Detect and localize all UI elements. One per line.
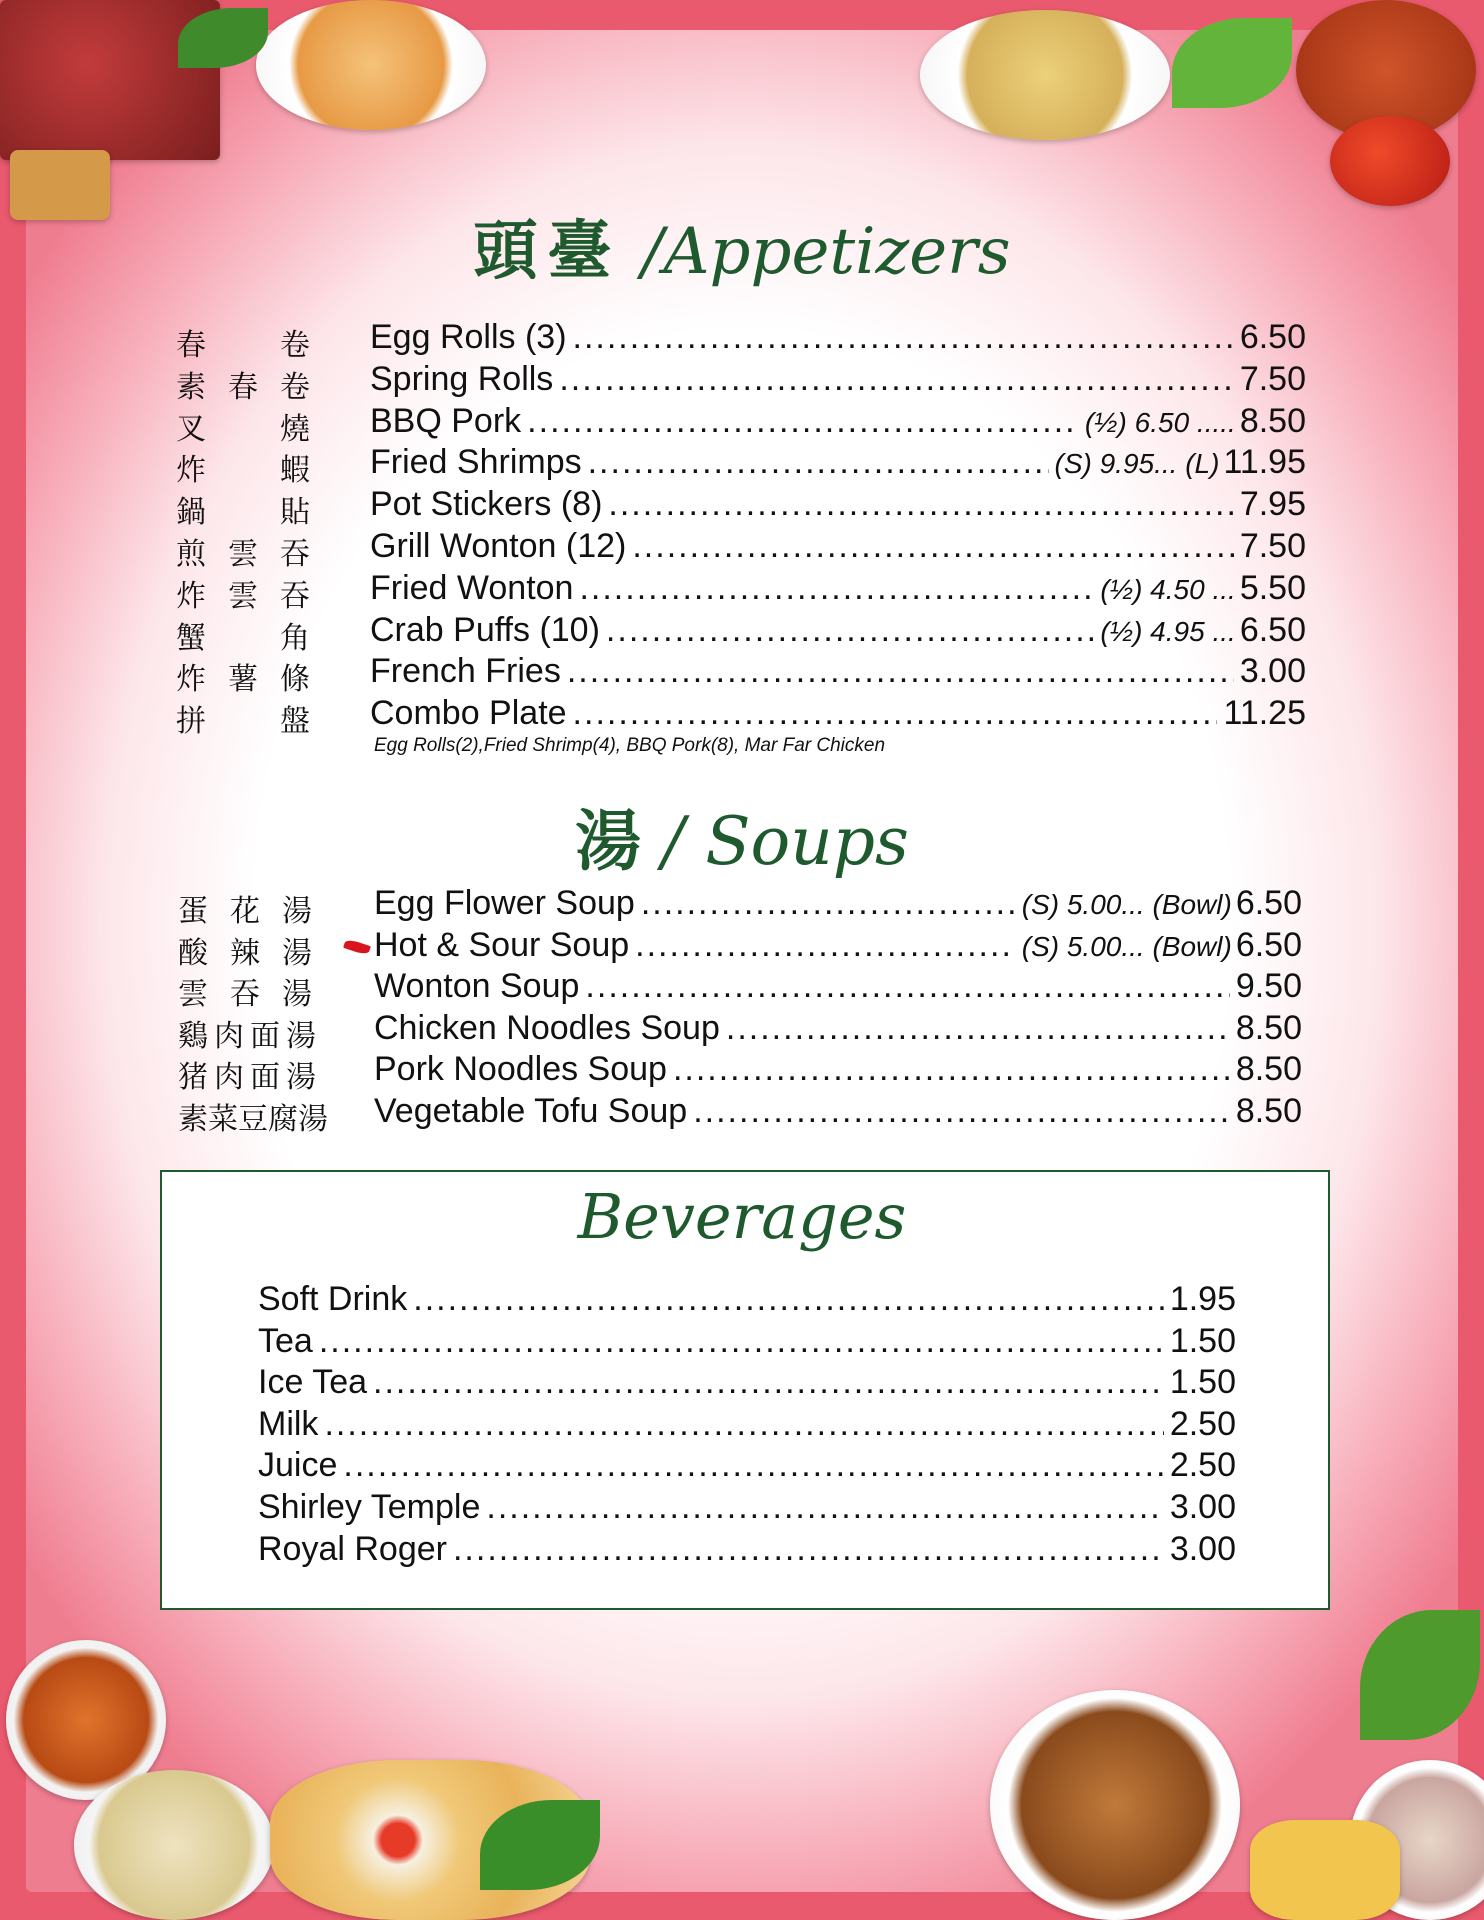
lo-mein-photo [1250,1820,1400,1920]
dot-leader [579,569,1094,608]
item-price: 1.50 [1169,1363,1236,1402]
item-price: 6.50 [1235,925,1302,964]
menu-item-row [370,694,1306,733]
dot-leader [673,1050,1230,1089]
menu-item-row [370,360,1306,399]
item-price: 3.00 [1169,1529,1236,1568]
item-name: Fried Shrimps [370,443,582,482]
item-chinese-name: 蛋花湯 [178,894,334,929]
item-price: 3.00 [1239,652,1306,691]
menu-item-row [374,1009,1302,1048]
item-size-options: (½) 6.50 ..... [1084,406,1236,438]
kung-pao-photo [990,1690,1240,1920]
item-price: 3.00 [1169,1488,1236,1526]
item-price: 7.50 [1239,359,1306,398]
dot-leader [343,1446,1163,1485]
item-price: 7.50 [1239,527,1306,565]
item-name: Wonton Soup [374,967,580,1006]
item-price: 1.95 [1169,1280,1236,1318]
item-name: Vegetable Tofu Soup [374,1092,688,1130]
item-name: BBQ Pork [370,401,522,440]
item-price: 2.50 [1169,1404,1236,1443]
item-chinese-name: 叉 燒 [176,411,332,447]
appetizers-title-en: Appetizers [663,215,1011,289]
item-chinese-name: 素菜豆腐湯 [178,1102,328,1137]
dot-leader [635,926,1016,965]
item-name: Pot Stickers (8) [370,485,603,524]
item-price: 2.50 [1169,1446,1236,1485]
item-name: Grill Wonton (12) [370,527,627,565]
appetizers-title-cn: 頭臺 [473,214,622,289]
menu-item-row [370,611,1306,650]
item-chinese-name: 春 卷 [176,328,332,363]
soups-title-cn: 湯 [575,802,642,880]
item-price: 8.50 [1235,1008,1302,1047]
menu-item-row [370,443,1306,482]
item-name: Combo Plate [370,694,567,733]
item-name: Royal Roger [258,1529,447,1568]
item-size-options: (½) 4.50 ... [1100,573,1236,605]
fried-rice-photo [74,1770,274,1920]
dot-leader [606,611,1094,650]
appetizers-title [0,200,1484,292]
item-chinese-name: 鍋 貼 [176,495,332,531]
menu-item-row [374,926,1302,965]
item-price: 8.50 [1235,1050,1302,1089]
item-price: 9.50 [1235,967,1302,1006]
menu-item-row [258,1363,1236,1402]
dot-leader [608,485,1233,524]
menu-item-row [370,652,1306,691]
menu-item-row [258,1488,1236,1527]
dot-leader [588,443,1049,482]
dot-leader [726,1009,1230,1048]
item-name: Pork Noodles Soup [374,1050,667,1089]
item-name: Spring Rolls [370,359,554,398]
menu-item-row [374,884,1302,923]
item-name: Ice Tea [258,1363,368,1402]
appetizers-title-sep: / [641,215,664,289]
item-name: Tea [258,1321,313,1360]
item-chinese-name: 鷄肉面湯 [178,1018,322,1054]
item-name: Juice [258,1446,338,1485]
menu-item-row [258,1322,1236,1361]
tomato-photo [1330,116,1450,206]
menu-item-row [370,569,1306,608]
dot-leader [413,1280,1164,1319]
item-chinese-name: 雲吞湯 [178,977,334,1013]
soups-title [0,788,1484,883]
item-price: 5.50 [1239,568,1306,607]
dot-leader [585,967,1229,1006]
dot-leader [573,694,1218,733]
menu-item-row [370,527,1306,566]
item-name: Shirley Temple [258,1488,481,1526]
item-name: Crab Puffs (10) [370,610,600,649]
soups-title-sep: / [662,803,685,880]
item-size-options: (S) 5.00... (Bowl) [1021,930,1232,962]
dot-leader [373,1363,1164,1402]
item-size-options: (S) 5.00... (Bowl) [1021,889,1232,920]
item-chinese-name: 炸雲吞 [176,578,332,614]
item-price: 6.50 [1239,610,1306,649]
item-chinese-name: 酸辣湯 [178,935,334,971]
item-name: Egg Rolls (3) [370,318,567,356]
menu-item-row [374,1092,1302,1131]
noodles-photo [920,10,1170,140]
item-chinese-name: 炸薯條 [176,662,332,698]
combo-plate-note: Egg Rolls(2),Fried Shrimp(4), BBQ Pork(8), Mar Far Chicken [374,735,886,756]
dot-leader [641,884,1016,923]
menu-item-row [258,1446,1236,1485]
item-price: 6.50 [1239,318,1306,356]
dot-leader [319,1322,1164,1361]
dot-leader [632,527,1233,566]
item-chinese-name: 素春卷 [176,369,332,405]
dot-leader [573,318,1234,357]
item-name: Fried Wonton [370,568,574,607]
item-price: 6.50 [1235,884,1302,922]
item-chinese-name: 煎雲吞 [176,537,332,572]
soups-title-en: Soups [705,803,909,880]
fried-shrimp-photo [256,0,486,130]
item-name: Chicken Noodles Soup [374,1008,720,1047]
beverages-title: Beverages [577,1180,907,1253]
dot-leader [486,1488,1163,1527]
menu-item-row [374,1050,1302,1089]
menu-item-row [374,967,1302,1006]
menu-item-row [258,1405,1236,1444]
dot-leader [324,1405,1163,1444]
item-name: Milk [258,1404,319,1443]
item-name: French Fries [370,652,561,691]
item-price: 8.50 [1239,401,1306,440]
item-price: 1.50 [1169,1321,1236,1360]
dot-leader [453,1530,1164,1569]
item-name: Hot & Sour Soup [374,925,630,964]
item-chinese-name: 蟹 角 [176,620,332,656]
menu-item-row [370,402,1306,441]
menu-item-row [370,485,1306,524]
item-price: 11.95 [1223,443,1306,482]
dot-leader [527,402,1079,441]
dot-leader [567,652,1234,691]
dot-leader [693,1092,1230,1131]
item-name: Egg Flower Soup [374,884,635,922]
item-size-options: (½) 4.95 ... [1100,615,1236,647]
item-chinese-name: 炸 蝦 [176,453,332,489]
menu-item-row [258,1280,1236,1319]
item-price: 8.50 [1235,1092,1302,1130]
dot-leader [559,360,1234,399]
item-chinese-name: 猪肉面湯 [178,1060,322,1096]
item-price: 7.95 [1239,485,1306,524]
item-chinese-name: 拼 盤 [176,704,332,740]
item-name: Soft Drink [258,1280,408,1318]
menu-item-row [370,318,1306,357]
item-price: 11.25 [1223,694,1306,733]
menu-item-row [258,1530,1236,1569]
item-size-options: (S) 9.95... (L) [1054,448,1220,480]
